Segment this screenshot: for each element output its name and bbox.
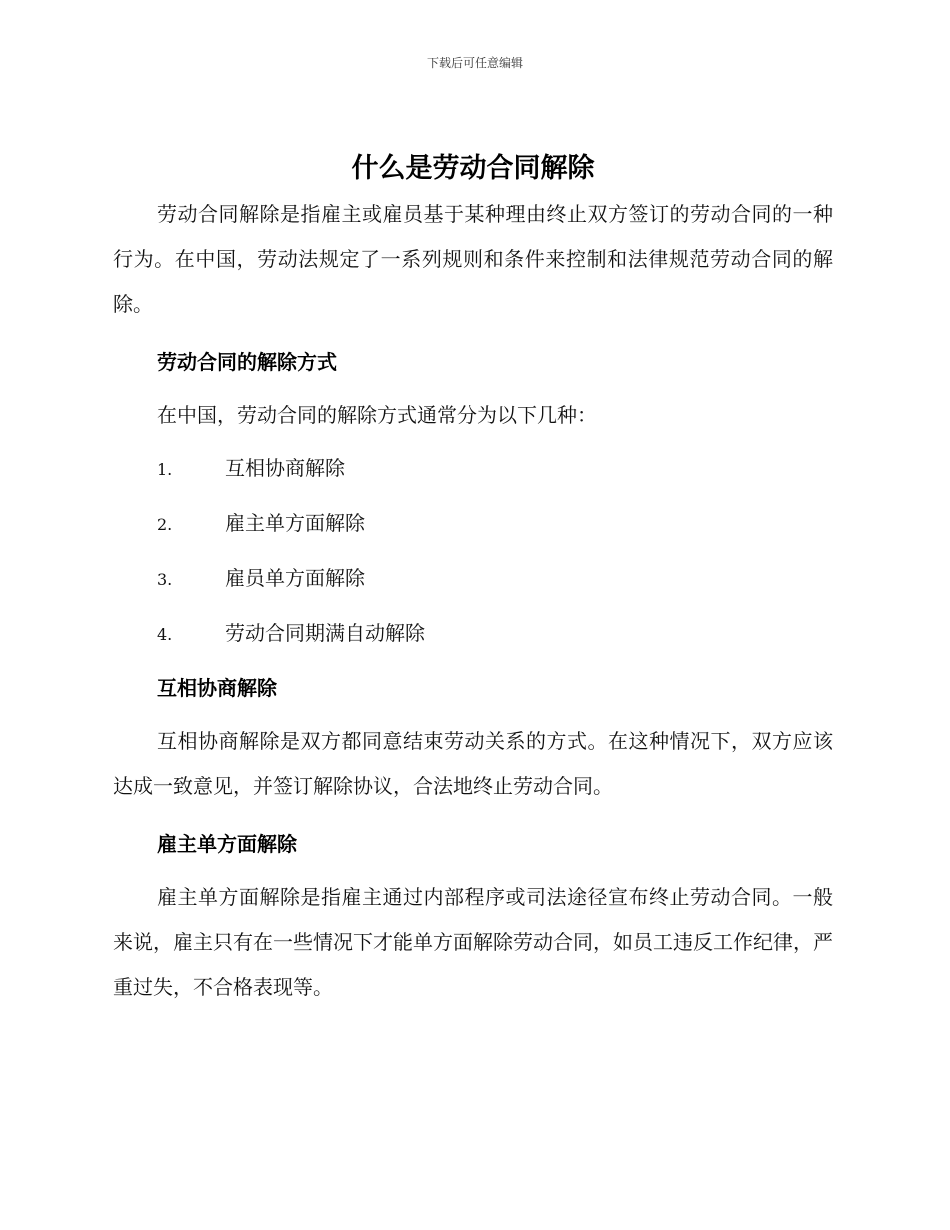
methods-list (113, 446, 833, 657)
list-item-text: 雇员单方面解除 (225, 566, 365, 590)
list-item-number: 1. (157, 460, 173, 479)
section-heading-employer: 雇主单方面解除 (157, 832, 297, 856)
intro-paragraph: 劳动合同解除是指雇主或雇员基于某种理由终止双方签订的劳动合同的一种行为。在中国，劳动法规定了一系列规则和条件来控制和法律规范劳动合同的解除。 (113, 202, 833, 316)
list-item (113, 611, 833, 657)
list-item-number: 2. (157, 515, 173, 534)
mutual-paragraph: 互相协商解除是双方都同意结束劳动关系的方式。在这种情况下，双方应该达成一致意见，并签订解除协议，合法地终止劳动合同。 (113, 729, 833, 798)
list-item-number: 3. (157, 570, 173, 589)
document-content (113, 150, 833, 1010)
list-item (113, 556, 833, 602)
list-item-text: 互相协商解除 (225, 456, 345, 480)
list-item (113, 446, 833, 492)
document-title: 什么是劳动合同解除 (351, 153, 595, 184)
list-item-number: 4. (157, 625, 173, 644)
section-heading-mutual: 互相协商解除 (157, 676, 277, 700)
section-heading-methods: 劳动合同的解除方式 (157, 350, 337, 374)
list-item-text: 劳动合同期满自动解除 (225, 621, 425, 645)
employer-paragraph: 雇主单方面解除是指雇主通过内部程序或司法途径宣布终止劳动合同。一般来说，雇主只有在一些情况下才能单方面解除劳动合同，如员工违反工作纪律，严重过失，不合格表现等。 (113, 885, 833, 999)
list-item-text: 雇主单方面解除 (225, 511, 365, 535)
header-note: 下载后可任意编辑 (426, 56, 523, 70)
list-item (113, 501, 833, 547)
methods-lead-paragraph: 在中国，劳动合同的解除方式通常分为以下几种： (157, 403, 597, 427)
